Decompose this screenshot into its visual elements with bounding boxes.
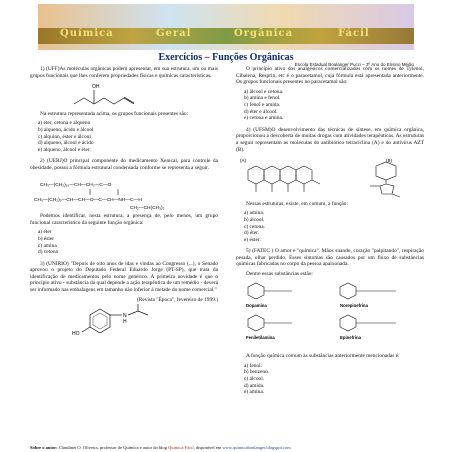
compound-name: Dopamina	[246, 302, 267, 308]
option: e) alqueno, álcool e éter	[38, 146, 90, 153]
question-5-structures	[236, 281, 424, 351]
option: e) éster.	[244, 236, 261, 243]
question-3	[30, 261, 218, 340]
footer-brand: Química Fácil	[168, 445, 194, 450]
option: b) alqueno, ácido e álcool	[38, 126, 94, 133]
formula-row: CH₃—(CH₂)₅—CH—CH—O—C—CH—NH—C—H	[34, 197, 142, 203]
h-label: H	[123, 319, 127, 326]
option: a) fenol.	[244, 362, 262, 369]
header-banner	[38, 4, 414, 50]
question-1-stem: Na estrutura representada acima, os grupos funcionais presentes são:	[40, 110, 189, 117]
label-b: (B)	[386, 158, 392, 164]
banner-word: Química	[60, 28, 114, 39]
question-2-stem: Podemos identificar, nesta estrutura, a presença de, pelo menos, um grupo funcional característico da seguinte função orgânica:	[30, 213, 218, 226]
question-3-source: (Revista "Época", fevereiro de 1999.)	[136, 296, 218, 303]
n-label: N	[123, 313, 127, 320]
question-2-formula	[30, 175, 218, 211]
question-3-text: O princípio ativo dos analgésicos comercializados com os nomes de Tylenol, Cibalena, Resprin, etc é o paracetamol, cuja fórmula está apresentada anteriormente. Os grupos funcionais presentes no paracetamol são:	[236, 66, 424, 86]
banner-word: Orgânica	[234, 28, 294, 39]
banner-word: Fácil	[338, 28, 370, 39]
tetracycline-structure	[248, 166, 320, 192]
footer-middle: , disponível em	[193, 445, 222, 450]
option: b) éster	[38, 235, 55, 242]
question-1-structure	[70, 82, 150, 108]
question-1	[30, 66, 218, 153]
azt-structure	[370, 162, 400, 197]
question-3-continued	[236, 66, 424, 122]
question-4-intro: 4) (UFSM)O desenvolvimento das técnicas de síntese, em química orgânica, proporcionou a descoberta de muitas drogas com atividades terapêuticas. As estruturas a seguir representam as moléculas do antibiótico tetraciclina (A) e do antivírus AZT (B).	[236, 126, 424, 153]
compound-name: Feniletilamina	[246, 334, 275, 340]
oh-label: OH	[92, 84, 100, 91]
question-4-stem: Nessas estruturas, existe, em comum, a função:	[246, 200, 348, 207]
ho-label: HO	[72, 331, 80, 338]
footer	[30, 445, 430, 450]
page-title: Exercícios – Funções Orgânicas	[158, 52, 294, 63]
paracetamol-structure	[70, 303, 190, 337]
option: b) benzeno.	[244, 369, 270, 376]
option: b) amina e fenol.	[244, 95, 281, 102]
footer-text: Claudinei O. Oliveira, professor de Química e autor do blog	[58, 445, 167, 450]
question-5	[236, 248, 424, 396]
question-1-intro: 1) (UFF)As moléculas orgânicas podem apresentar, em sua estrutura, um ou mais grupos funcionais que lhes conferem propriedades físicas e químicas características.	[30, 66, 218, 79]
option: c) amina	[38, 242, 57, 249]
option: a) álcool e cetona.	[244, 88, 284, 95]
compound-name: Epinefrina	[340, 334, 362, 340]
option: d) amida.	[244, 382, 265, 389]
acetyl-chain	[128, 311, 148, 315]
label-a: (A)	[240, 158, 246, 164]
oh-bond	[82, 327, 90, 332]
banner-word: Geral	[156, 28, 192, 39]
option: c) cetona.	[244, 223, 265, 230]
question-2-intro: 2) (UERJ)O principal componente do medicamento Xenical, para controle da obesidade, possui a fórmula estrutural condensada conforme se representa a seguir.	[30, 158, 218, 171]
school-line: Escola Estadual Boulanger Pucci – 3º Ano do Ensino Médio	[294, 62, 414, 67]
question-5-stem: A função química comum às substâncias anteriormente mencionadas é:	[246, 353, 400, 360]
option: d) éter.	[244, 230, 259, 237]
option: d) éter e álcool.	[244, 108, 278, 115]
question-2	[30, 158, 218, 255]
footer-link[interactable]: www.quimicaboulanger.blogspot.com	[222, 445, 291, 450]
option: e) cetona e amina.	[244, 115, 284, 122]
option: d) alqueno, álcool e ácido	[38, 140, 94, 147]
option: d) cetona	[38, 249, 58, 256]
ring-inner	[93, 313, 107, 329]
option: c) fenol e amida.	[244, 101, 281, 108]
option: e) amina.	[244, 389, 265, 396]
compound-name: Norepinefrina	[340, 302, 368, 308]
option: c) álcool.	[244, 376, 265, 383]
footer-prefix: Sobre o autor:	[30, 445, 58, 450]
option: b) álcool.	[244, 216, 265, 223]
question-4-structures	[236, 156, 424, 198]
carbon-chain	[74, 98, 134, 104]
right-column	[236, 66, 424, 401]
question-5-stem2: Dentre essas substâncias estão:	[246, 271, 313, 278]
left-column	[30, 66, 218, 345]
question-5-intro: 5) (FATEC ) O amor e "química". Mãos suando, coração "palpitando", respiração pesada, olhar perdido. Esses sintomas são causados por um fluxo de substâncias químicas fabricadas no corpo da pessoa apaixonada.	[236, 248, 424, 268]
option: a) amina.	[244, 210, 265, 217]
question-3-intro: 3) (UNIRIO) "Depois de oito anos de idas e vindas ao Congresso (...), o Senado aprovou o projeto do Deputado Federal Eduardo Jorge (PT-SP), que trata da identificação de medicamentos pelo nome genérico. A primeira novidade é que o princípio ativo - substância da qual depende a ação terapêutica de um remédio - deverá ser informado nas embalagens em tamanho não inferior à metade do nome comercial."	[30, 260, 218, 294]
option: a) éter, cetona e alqueno	[38, 120, 91, 127]
option: a) éter	[38, 229, 52, 236]
option: c) alquino, éster e álcool	[38, 133, 91, 140]
question-4	[236, 127, 424, 244]
double-bond	[124, 97, 134, 103]
formula-side: CH₂—CH(CH₃)₂	[130, 205, 165, 211]
formula-row: CH₃—(CH₂)₁₀—CH—CH₂—C—O	[40, 182, 112, 188]
